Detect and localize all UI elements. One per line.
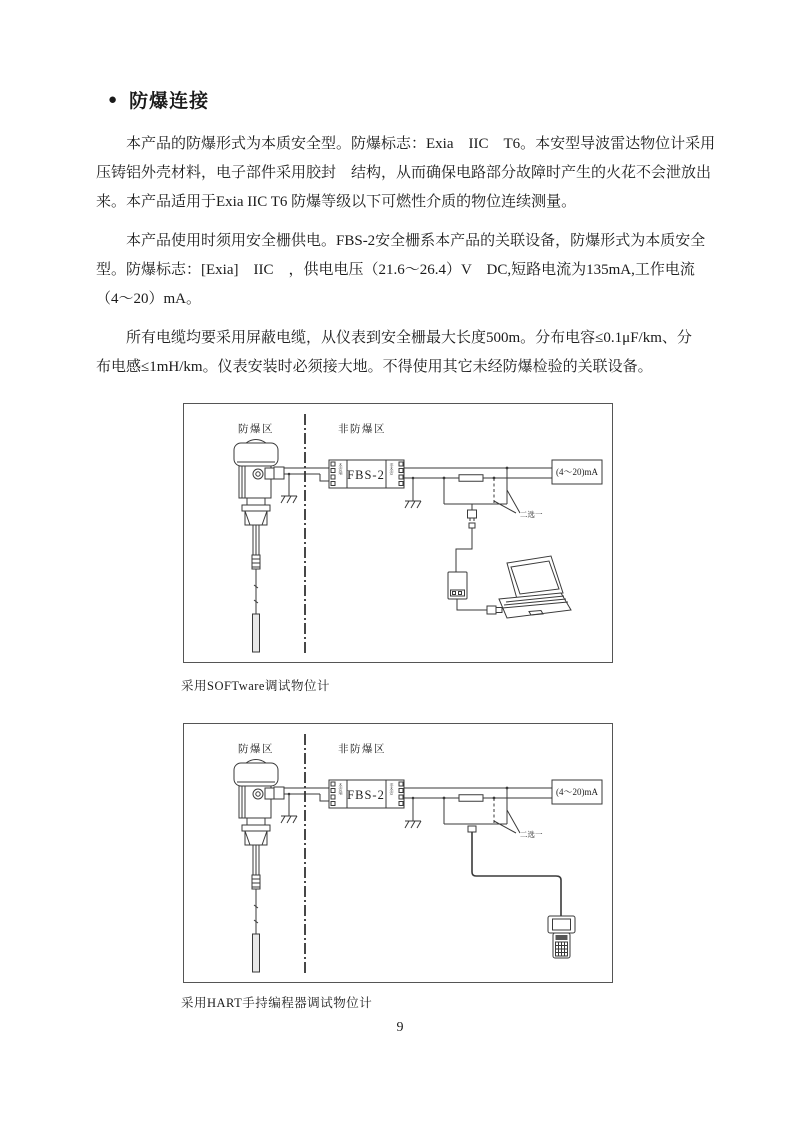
output-signal-label-2: (4～20)mA: [556, 787, 598, 797]
diagram-2-caption: 采用HART手持编程器调试物位计: [181, 996, 373, 1010]
paragraph-2-line-1: 本产品使用时须用安全栅供电。FBS-2安全栅系本产品的关联设备，防爆形式为本质安全: [126, 233, 706, 249]
ground-symbol-barrier-2: [405, 797, 421, 828]
level-transmitter: [234, 440, 284, 653]
zone-hazard-label: 防爆区: [238, 424, 274, 435]
barrier-terminal-left-label-2: 本安端: [338, 783, 344, 795]
barrier-label: FBS-2: [347, 468, 385, 482]
hart-modem: [448, 510, 502, 614]
paragraph-2-line-3: （4～20）mA。: [96, 290, 202, 307]
paragraph-3: [96, 324, 716, 382]
paragraph-1: [96, 130, 716, 216]
laptop: [499, 556, 571, 618]
instrument-wires: [284, 468, 329, 481]
ground-symbol-barrier: [405, 477, 421, 508]
hand-programmer-cable: [468, 826, 561, 916]
diagram-1-svg: [184, 404, 612, 662]
safety-barrier-2: [329, 780, 404, 808]
output-signal-label: (4～20)mA: [556, 467, 598, 477]
probe-weight-2: [253, 934, 260, 972]
branch-network: [443, 467, 543, 519]
diagram-1-caption: 采用SOFTware调试物位计: [181, 679, 330, 693]
page-number: 9: [396, 1020, 404, 1035]
paragraph-3-line-2: 布电感≤1mH/km。仪表安装时必须接大地。不得使用其它未经防爆检验的关联设备。: [96, 358, 653, 375]
barrier-terminal-right-label-2: 非本安: [389, 783, 395, 795]
page-title: 防爆连接: [129, 91, 210, 112]
instrument-wires-2: [284, 788, 329, 801]
paragraph-1-line-3: 来。本产品适用于Exia IIC T6 防爆等级以下可燃性介质的物位连续测量。: [96, 193, 577, 210]
paragraph-2: [96, 227, 716, 313]
paragraph-2-line-2: 型。防爆标志：[Exia] IIC ，供电电压（21.6～26.4）V DC,短路电流为135mA,工作电流: [96, 261, 695, 278]
barrier-label-2: FBS-2: [347, 788, 385, 802]
bullet-icon: ●: [108, 92, 118, 108]
paragraph-1-line-1: 本产品的防爆形式为本质安全型。防爆标志：Exia IIC T6。本安型导波雷达物位计采用: [126, 136, 716, 152]
barrier-terminal-left-label: 本安端: [338, 463, 344, 475]
barrier-terminal-right-label: 非本安: [389, 463, 395, 475]
hart-hand-programmer: [548, 916, 575, 958]
hart-resistor: [459, 475, 483, 482]
output-signal-box-2: [552, 780, 602, 804]
paragraph-1-line-2: 压铸铝外壳材料，电子部件采用胶封 结构，从而确保电路部分故障时产生的火花不会泄放出: [96, 164, 712, 181]
zone-hazard-label-2: 防爆区: [238, 744, 274, 755]
branch-network-2: [443, 787, 543, 839]
hart-resistor-2: [459, 795, 483, 802]
diagram-hart-debug: [183, 723, 613, 983]
zone-safe-label: 非防爆区: [338, 424, 386, 435]
choose-one-label: 二选一: [520, 510, 543, 519]
level-transmitter-2: [234, 760, 284, 973]
usb-plug: [487, 606, 496, 614]
probe-weight: [253, 614, 260, 652]
section-heading: [108, 86, 209, 113]
zone-safe-label-2: 非防爆区: [338, 744, 386, 755]
choose-one-label-2: 二选一: [520, 830, 543, 839]
output-signal-box: [552, 460, 602, 484]
diagram-2-svg: [184, 724, 612, 982]
paragraph-3-line-1: 所有电缆均要采用屏蔽电缆，从仪表到安全栅最大长度500m。分布电容≤0.1μF/km、分: [126, 330, 692, 346]
diagram-software-debug: [183, 403, 613, 663]
safety-barrier: [329, 460, 404, 488]
